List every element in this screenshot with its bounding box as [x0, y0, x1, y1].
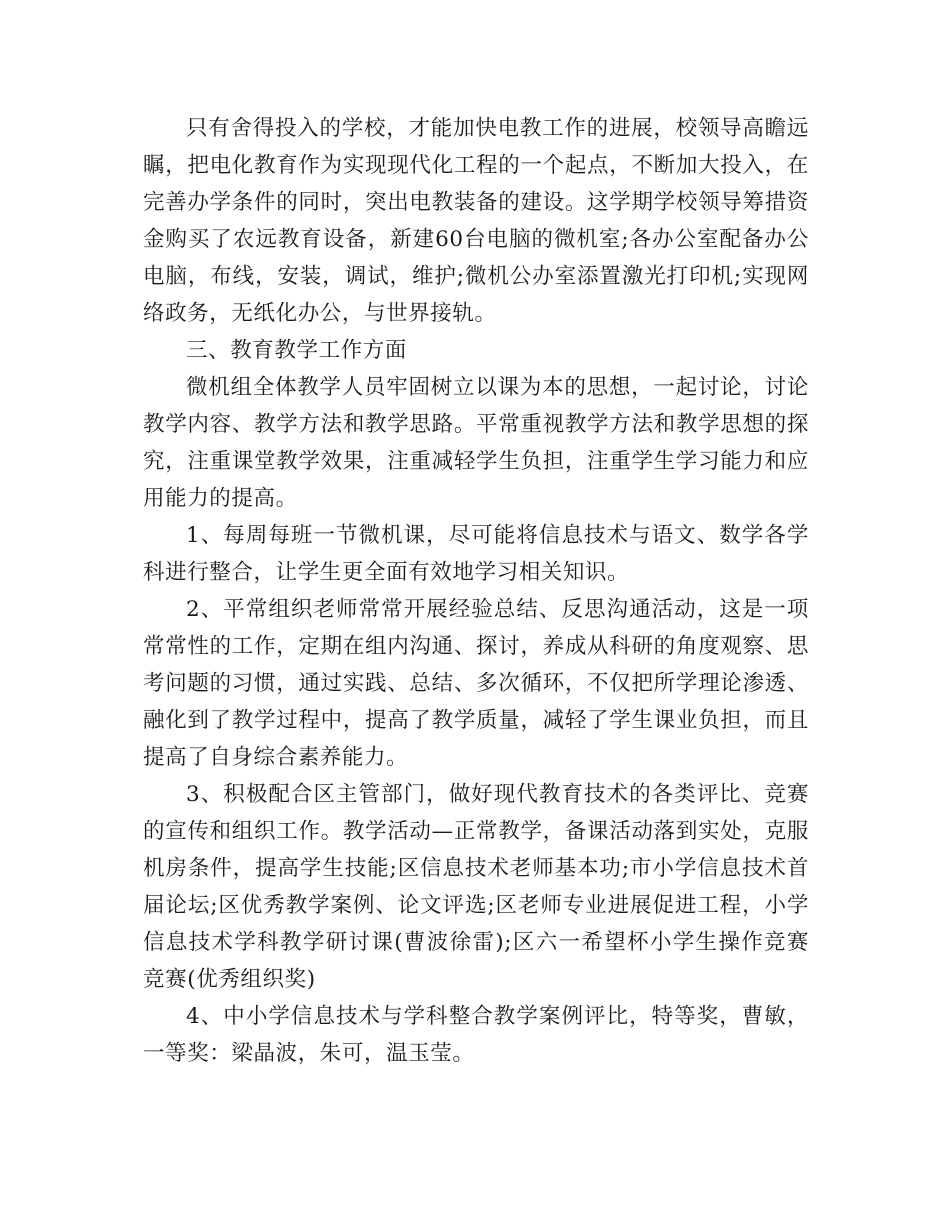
list-item-4: 4、中小学信息技术与学科整合教学案例评比，特等奖，曹敏，一等奖：梁晶波，朱可，温玉莹。: [143, 1004, 809, 1066]
document-body: [143, 110, 809, 1072]
paragraph-teaching-team: 微机组全体教学人员牢固树立以课为本的思想，一起讨论，讨论教学内容、教学方法和教学思路。平常重视教学方法和教学思想的探究，注重课堂教学效果，注重减轻学生负担，注重学生学习能力和应用能力的提高。: [143, 375, 809, 511]
list-item-3: 3、积极配合区主管部门，做好现代教育技术的各类评比、竞赛的宣传和组织工作。教学活动—正常教学，备课活动落到实处，克服机房条件，提高学生技能;区信息技术老师基本功;市小学信息技术首届论坛;区优秀教学案例、论文评选;区老师专业进展促进工程，小学信息技术学科教学研讨课(曹波徐雷);区六一希望杯小学生操作竞赛竞赛(优秀组织奖): [143, 782, 809, 992]
section-heading-teaching: 三、教育教学工作方面: [186, 338, 408, 363]
list-item-1: 1、每周每班一节微机课，尽可能将信息技术与语文、数学各学科进行整合，让学生更全面有效地学习相关知识。: [143, 523, 809, 585]
list-item-2: 2、平常组织老师常常开展经验总结、反思沟通活动，这是一项常常性的工作，定期在组内沟通、探讨，养成从科研的角度观察、思考问题的习惯，通过实践、总结、多次循环，不仅把所学理论渗透、融化到了教学过程中，提高了教学质量，减轻了学生课业负担，而且提高了自身综合素养能力。: [143, 597, 809, 770]
paragraph-investment: 只有舍得投入的学校，才能加快电教工作的进展，校领导高瞻远瞩，把电化教育作为实现现代化工程的一个起点，不断加大投入，在完善办学条件的同时，突出电教装备的建设。这学期学校领导筹措资金购买了农远教育设备，新建60台电脑的微机室;各办公室配备办公电脑，布线，安装，调试，维护;微机公办室添置激光打印机;实现网络政务，无纸化办公，与世界接轨。: [143, 116, 809, 326]
